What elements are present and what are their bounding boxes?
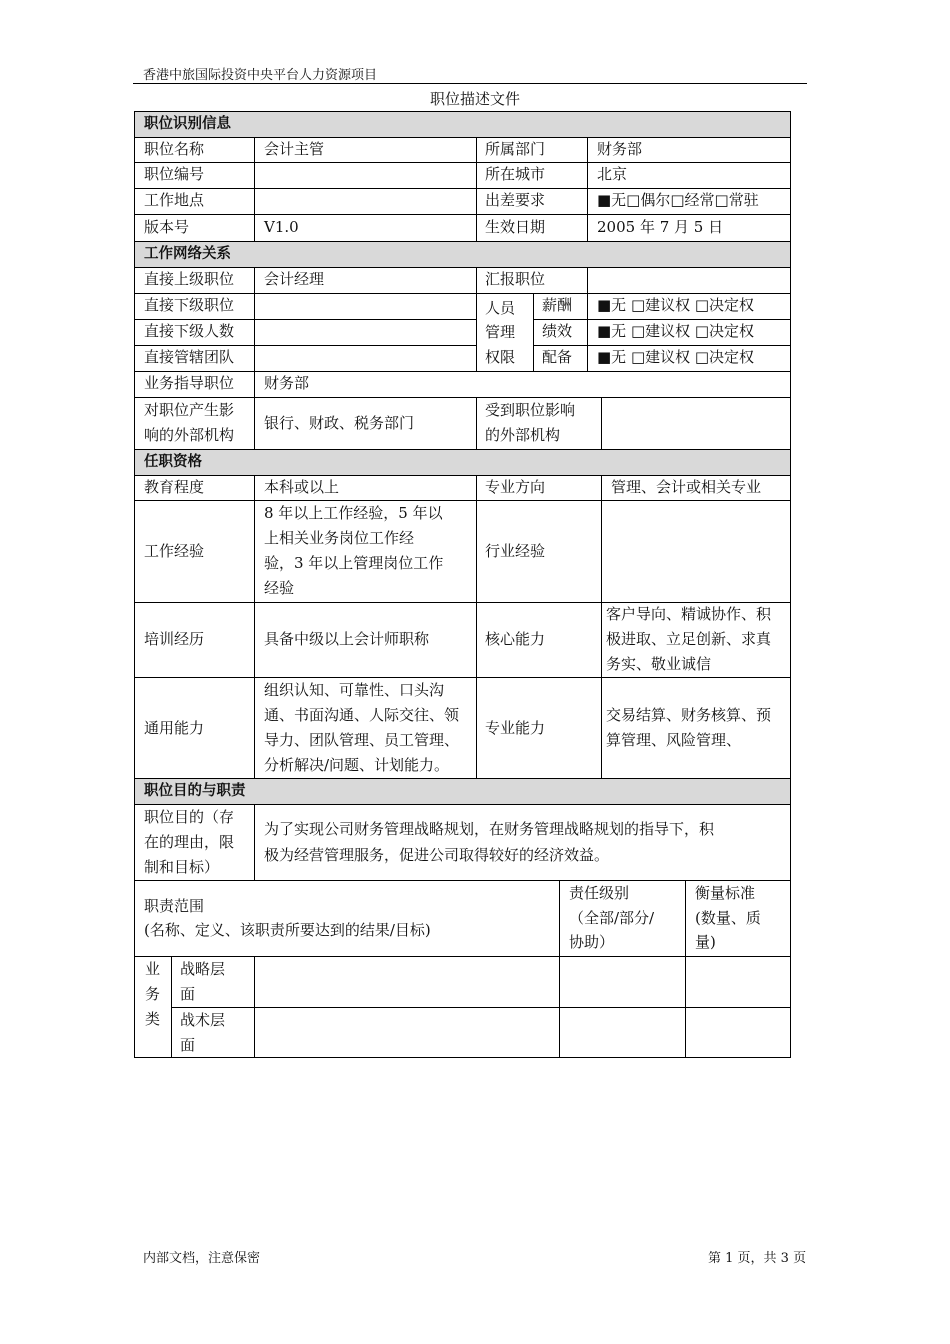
rule bbox=[171, 956, 172, 1058]
value-position-title: 会计主管 bbox=[264, 140, 325, 158]
rule bbox=[254, 397, 255, 450]
value-work-experience-line: 经验 bbox=[264, 579, 295, 597]
value-staffing: ■无 □建议权 □决定权 bbox=[597, 348, 755, 366]
rule bbox=[171, 1007, 791, 1008]
label-performance: 绩效 bbox=[542, 322, 573, 340]
value-department: 财务部 bbox=[597, 140, 643, 158]
label-strategic-level-line: 面 bbox=[180, 985, 196, 1003]
label-measure-line: (数量、质 bbox=[695, 909, 761, 927]
value-effective-date: 2005 年 7 月 5 日 bbox=[597, 218, 724, 236]
label-report-to: 汇报职位 bbox=[485, 270, 546, 288]
value-business-guide: 财务部 bbox=[264, 374, 310, 392]
label-business-category-char: 务 bbox=[145, 985, 161, 1003]
rule bbox=[587, 137, 588, 242]
label-external-affect-1: 对职位产生影 bbox=[144, 401, 235, 419]
rule bbox=[134, 162, 791, 163]
value-work-experience-line: 上相关业务岗位工作经 bbox=[264, 529, 415, 547]
label-business-category-char: 类 bbox=[145, 1010, 161, 1028]
value-core-competency-line: 务实、敬业诚信 bbox=[606, 655, 712, 673]
label-purpose-line: 在的理由，限 bbox=[144, 833, 235, 851]
header-rule bbox=[133, 83, 807, 84]
rule bbox=[134, 449, 791, 450]
label-purpose-line: 职位目的（存 bbox=[144, 808, 235, 826]
label-education: 教育程度 bbox=[144, 478, 205, 496]
section-band-network bbox=[135, 242, 790, 267]
label-industry-experience: 行业经验 bbox=[485, 542, 546, 560]
label-position-code: 职位编号 bbox=[144, 165, 205, 183]
label-version: 版本号 bbox=[144, 218, 190, 236]
value-performance: ■无 □建议权 □决定权 bbox=[597, 322, 755, 340]
label-department: 所属部门 bbox=[485, 140, 546, 158]
value-city: 北京 bbox=[597, 165, 628, 183]
value-travel: ■无□偶尔□经常□常驻 bbox=[597, 191, 759, 209]
value-professional-competency-line: 交易结算、财务核算、预 bbox=[606, 706, 772, 724]
label-responsibility-level-line: 协助） bbox=[569, 933, 615, 951]
value-external-affect: 银行、财政、税务部门 bbox=[264, 414, 415, 432]
section-band-qual bbox=[135, 450, 790, 475]
rule bbox=[476, 137, 477, 242]
label-training: 培训经历 bbox=[144, 630, 205, 648]
rule bbox=[134, 880, 791, 881]
label-effective-date: 生效日期 bbox=[485, 218, 546, 236]
label-tactical-level-line: 战术层 bbox=[180, 1011, 226, 1029]
label-purpose-line: 制和目标） bbox=[144, 858, 220, 876]
section-band-identify bbox=[135, 112, 790, 137]
value-work-experience-line: 8 年以上工作经验，5 年以 bbox=[264, 504, 443, 522]
footer-confidential: 内部文档，注意保密 bbox=[143, 1251, 261, 1266]
footer-page-number: 第 1 页，共 3 页 bbox=[708, 1251, 807, 1266]
label-professional-competency: 专业能力 bbox=[485, 719, 546, 737]
document-title: 职位描述文件 bbox=[429, 90, 520, 108]
rule bbox=[601, 475, 602, 779]
label-measure-line: 衡量标准 bbox=[695, 884, 756, 902]
label-core-competency: 核心能力 bbox=[485, 630, 546, 648]
value-direct-superior: 会计经理 bbox=[264, 270, 325, 288]
label-travel: 出差要求 bbox=[485, 191, 546, 209]
label-salary: 薪酬 bbox=[542, 296, 573, 314]
label-staffing: 配备 bbox=[542, 348, 573, 366]
label-managed-team: 直接管辖团队 bbox=[144, 348, 235, 366]
rule bbox=[476, 475, 477, 779]
rule bbox=[476, 397, 477, 450]
label-external-affected-1: 受到职位影响 bbox=[485, 401, 576, 419]
value-purpose-line: 为了实现公司财务管理战略规划，在财务管理战略规划的指导下，积 bbox=[264, 820, 715, 838]
rule bbox=[476, 267, 477, 372]
value-general-competency-line: 导力、团队管理、员工管理、 bbox=[264, 731, 460, 749]
section-title-purpose: 职位目的与职责 bbox=[144, 783, 246, 799]
value-purpose-line: 极为经营管理服务，促进公司取得较好的经济效益。 bbox=[264, 846, 610, 864]
label-work-experience: 工作经验 bbox=[144, 542, 205, 560]
label-city: 所在城市 bbox=[485, 165, 546, 183]
section-title-network: 工作网络关系 bbox=[144, 246, 231, 262]
rule bbox=[254, 804, 255, 881]
label-external-affect-2: 响的外部机构 bbox=[144, 426, 235, 444]
label-direct-subordinate: 直接下级职位 bbox=[144, 296, 235, 314]
label-direct-superior: 直接上级职位 bbox=[144, 270, 235, 288]
value-general-competency-line: 组织认知、可靠性、口头沟 bbox=[264, 681, 445, 699]
rule bbox=[254, 267, 255, 398]
rule bbox=[254, 137, 255, 242]
rule bbox=[254, 475, 255, 779]
rule bbox=[254, 956, 255, 1058]
value-core-competency-line: 客户导向、精诚协作、积 bbox=[606, 605, 772, 623]
rule bbox=[533, 293, 534, 372]
value-major: 管理、会计或相关专业 bbox=[611, 478, 762, 496]
rule bbox=[587, 293, 588, 372]
label-authority-3: 权限 bbox=[485, 348, 516, 366]
label-measure-line: 量) bbox=[695, 933, 716, 951]
label-authority-2: 管理 bbox=[485, 323, 516, 341]
value-salary: ■无 □建议权 □决定权 bbox=[597, 296, 755, 314]
label-duty-scope: 职责范围 bbox=[144, 897, 205, 915]
rule bbox=[559, 880, 560, 1058]
label-duty-scope-note: (名称、定义、该职责所要达到的结果/目标) bbox=[144, 921, 431, 939]
label-location: 工作地点 bbox=[144, 191, 205, 209]
rule bbox=[587, 267, 588, 294]
value-professional-competency-line: 算管理、风险管理、 bbox=[606, 731, 742, 749]
section-title-identify: 职位识别信息 bbox=[144, 116, 231, 132]
label-position-title: 职位名称 bbox=[144, 140, 205, 158]
label-strategic-level-line: 战略层 bbox=[180, 960, 226, 978]
label-responsibility-level-line: 责任级别 bbox=[569, 884, 630, 902]
value-general-competency-line: 分析解决/问题、计划能力。 bbox=[264, 756, 450, 774]
rule bbox=[134, 677, 791, 678]
value-general-competency-line: 通、书面沟通、人际交往、领 bbox=[264, 706, 460, 724]
rule bbox=[134, 956, 791, 957]
value-training: 具备中级以上会计师职称 bbox=[264, 630, 430, 648]
rule bbox=[685, 880, 686, 1058]
label-general-competency: 通用能力 bbox=[144, 719, 205, 737]
label-business-guide: 业务指导职位 bbox=[144, 374, 235, 392]
value-education: 本科或以上 bbox=[264, 478, 340, 496]
value-core-competency-line: 极进取、立足创新、求真 bbox=[606, 630, 772, 648]
rule bbox=[134, 137, 791, 138]
label-authority-1: 人员 bbox=[485, 299, 516, 317]
rule bbox=[134, 500, 791, 501]
section-title-qual: 任职资格 bbox=[144, 454, 202, 470]
label-business-category-char: 业 bbox=[145, 960, 161, 978]
label-external-affected-2: 的外部机构 bbox=[485, 426, 561, 444]
label-responsibility-level-line: （全部/部分/ bbox=[569, 909, 655, 927]
value-work-experience-line: 验，3 年以上管理岗位工作 bbox=[264, 554, 444, 572]
label-subordinate-count: 直接下级人数 bbox=[144, 322, 235, 340]
rule bbox=[134, 241, 791, 242]
header-org: 香港中旅国际投资中央平台人力资源项目 bbox=[143, 68, 378, 83]
label-tactical-level-line: 面 bbox=[180, 1036, 196, 1054]
label-major: 专业方向 bbox=[485, 478, 546, 496]
value-version: V1.0 bbox=[264, 218, 299, 236]
rule bbox=[601, 397, 602, 450]
